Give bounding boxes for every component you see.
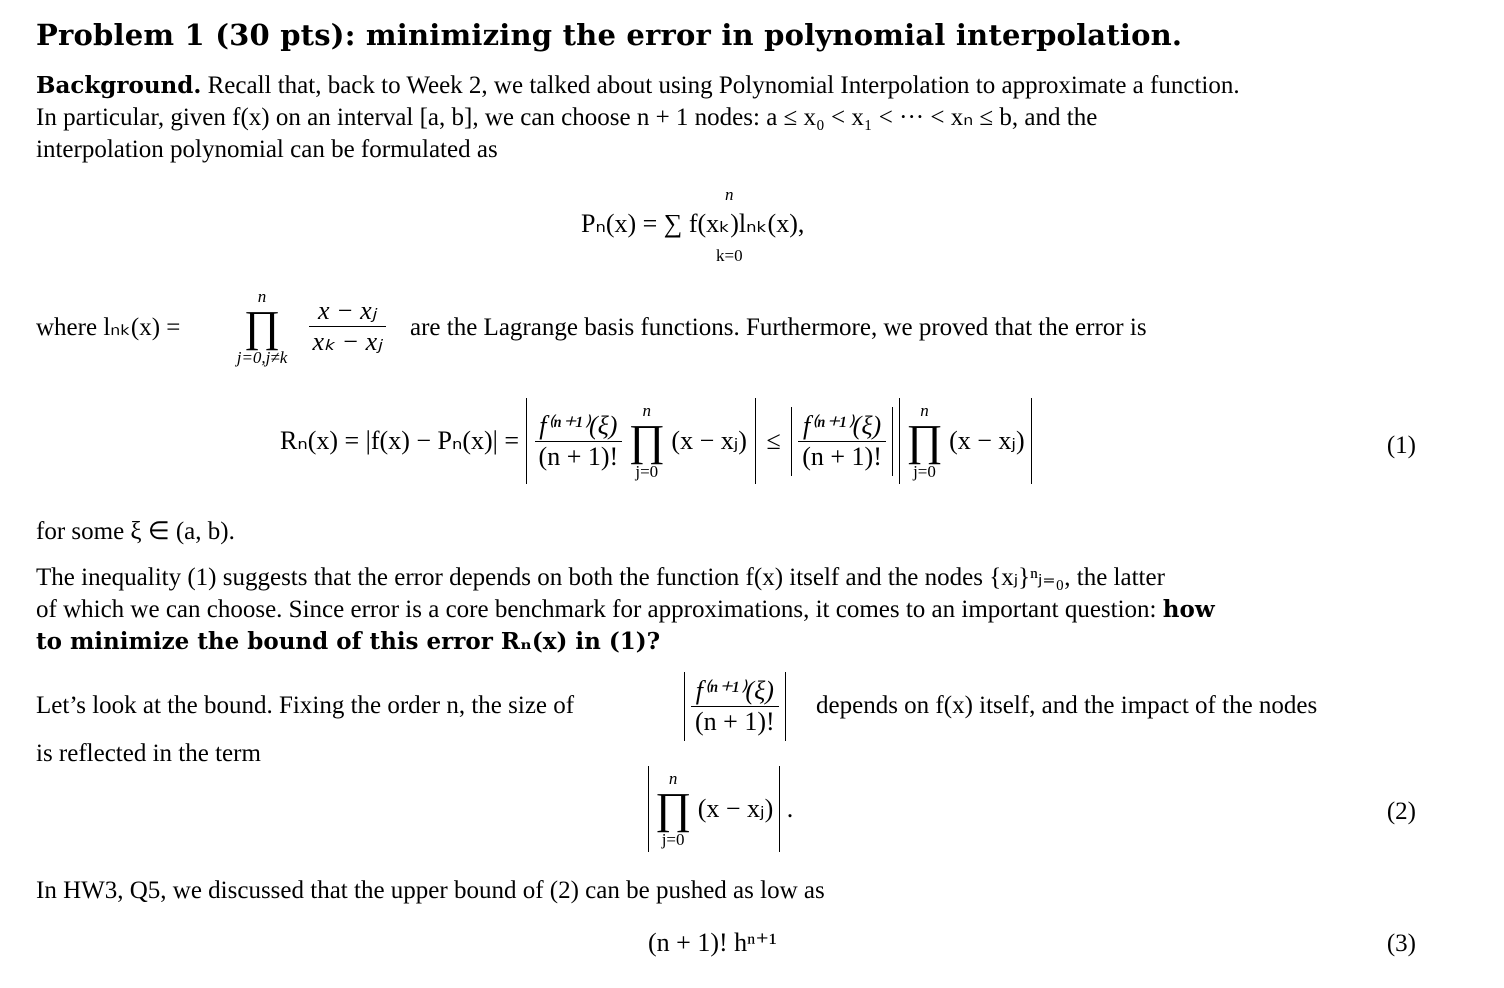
background-line-3: interpolation polynomial can be formulated as: [36, 136, 498, 163]
equation-number-2: (2): [1386, 798, 1416, 825]
lagrange-tail: are the Lagrange basis functions. Furthermore, we proved that the error is: [410, 314, 1147, 341]
problem-title: Problem 1 (30 pts): minimizing the error in polynomial interpolation.: [36, 18, 1183, 52]
inequality-line-2: of which we can choose. Since error is a core benchmark for approximations, it comes to an important question: how: [36, 596, 1215, 623]
error-equation-1: Rₙ(x) = |f(x) − Pₙ(x)| = $\frac{\text{f⁽ⁿ⁺¹⁾(ξ)}}{(n + 1)!}$ n ∏ j=0 (x − xⱼ) ≤ $\frac{\text{f⁽ⁿ⁺¹⁾(ξ)}}{(n + 1)!}$ n ∏ j=0 (x − xⱼ): [280, 398, 1032, 484]
where-text: where lₙₖ(x) =: [36, 314, 181, 341]
interpolation-formula: Pₙ(x) = ∑ f(xₖ)lₙₖ(x),: [581, 209, 805, 238]
hw-reference-line: In HW3, Q5, we discussed that the upper bound of (2) can be pushed as low as: [36, 877, 825, 904]
inequality-paragraph: [36, 562, 1416, 658]
lagrange-product: [222, 288, 386, 366]
bound-equation-3: (n + 1)! hⁿ⁺¹: [648, 928, 777, 957]
background-line-1: Background. Recall that, back to Week 2, we talked about using Polynomial Interpolation to approximate a function.: [36, 72, 1240, 99]
bound-paragraph-line-2: is reflected in the term: [36, 740, 261, 767]
product-symbol: n ∏ j=0,j≠k: [236, 287, 288, 367]
inequality-line-3: to minimize the bound of this error Rₙ(x) in (1)?: [36, 628, 661, 655]
equation-number-3: (3): [1386, 930, 1416, 957]
bound-fraction: $\frac{\text{f⁽ⁿ⁺¹⁾(ξ)}}{(n + 1)!}$: [684, 672, 786, 741]
background-line-2: In particular, given f(x) on an interval [a, b], we can choose n + 1 nodes: a ≤ x₀ < x₁ < ··· < xₙ ≤ b, and the: [36, 104, 1098, 131]
inequality-line-1: The inequality (1) suggests that the error depends on both the function f(x) itself and the nodes {xⱼ}ⁿⱼ₌₀, the latter: [36, 564, 1165, 591]
for-some-text: for some ξ ∈ (a, b).: [36, 518, 235, 545]
equation-number-1: (1): [1386, 432, 1416, 459]
sum-symbol: n k=0: [716, 185, 743, 265]
bound-paragraph-line-1: Let’s look at the bound. Fixing the order n, the size of: [36, 692, 575, 719]
background-paragraph: [36, 70, 1416, 166]
background-label: Background.: [36, 72, 202, 99]
node-term-equation-2: n ∏ j=0 (x − xⱼ) .: [648, 766, 793, 852]
lagrange-fraction: $\frac{\text{x − xⱼ}}{\text{xₖ − xⱼ}}$: [309, 296, 386, 357]
bound-paragraph-end: depends on f(x) itself, and the impact of the nodes: [816, 692, 1318, 719]
